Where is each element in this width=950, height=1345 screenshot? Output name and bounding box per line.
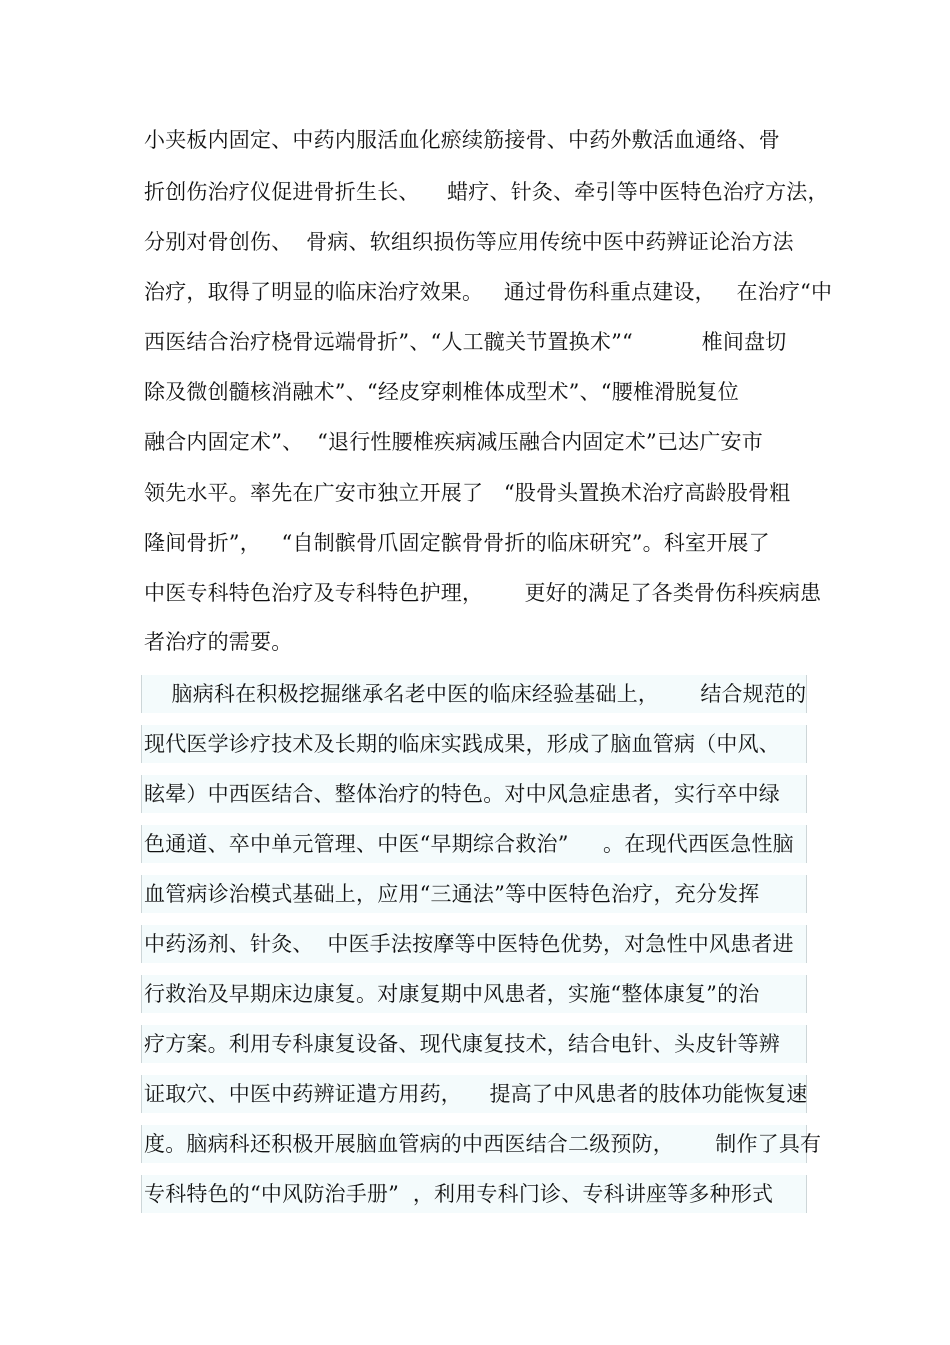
text-line: 行救治及早期床边康复。对康复期中风患者，实施“整体康复”的治 bbox=[144, 982, 760, 1006]
text-line: 中药汤剂、针灸、 中医手法按摩等中医特色优势，对急性中风患者进 bbox=[144, 932, 794, 956]
text-line: 专科特色的“中风防治手册” ，利用专科门诊、专科讲座等多种形式 bbox=[144, 1182, 774, 1206]
text-line: 领先水平。率先在广安市独立开展了 “股骨头置换术治疗高龄股骨粗 bbox=[144, 481, 791, 505]
text-line: 疗方案。利用专科康复设备、现代康复技术，结合电针、头皮针等辨 bbox=[144, 1032, 780, 1056]
text-line: 分别对骨创伤、 骨病、软组织损伤等应用传统中医中药辨证论治方法 bbox=[144, 230, 794, 254]
text-line: 脑病科在积极挖掘继承名老中医的临床经验基础上， 结合规范的 bbox=[144, 682, 807, 706]
text-line: 中医专科特色治疗及专科特色护理， 更好的满足了各类骨伤科疾病患 bbox=[144, 581, 822, 605]
text-line: 治疗，取得了明显的临床治疗效果。 通过骨伤科重点建设， 在治疗“中 bbox=[144, 280, 833, 304]
text-line: 者治疗的需要。 bbox=[144, 630, 293, 654]
text-line: 隆间骨折”， “自制髌骨爪固定髌骨骨折的临床研究”。科室开展了 bbox=[144, 531, 770, 555]
text-line: 现代医学诊疗技术及长期的临床实践成果，形成了脑血管病（中风、 bbox=[144, 732, 780, 756]
text-line: 度。脑病科还积极开展脑血管病的中西医结合二级预防， 制作了具有 bbox=[144, 1132, 822, 1156]
text-line: 色通道、卒中单元管理、中医“早期综合救治” 。在现代西医急性脑 bbox=[144, 832, 794, 856]
text-line: 眩晕）中西医结合、整体治疗的特色。对中风急症患者，实行卒中绿 bbox=[144, 782, 780, 806]
text-line: 折创伤治疗仪促进骨折生长、 蜡疗、针灸、牵引等中医特色治疗方法， bbox=[144, 180, 829, 204]
text-line: 西医结合治疗桡骨远端骨折”、“人工髋关节置换术”“ 椎间盘切 bbox=[144, 330, 787, 354]
text-line: 证取穴、中医中药辨证遣方用药， 提高了中风患者的肢体功能恢复速 bbox=[144, 1082, 808, 1106]
text-line: 融合内固定术”、 “退行性腰椎疾病减压融合内固定术”已达广安市 bbox=[144, 430, 763, 454]
text-line: 小夹板内固定、中药内服活血化瘀续筋接骨、中药外敷活血通络、骨 bbox=[144, 128, 780, 152]
text-line: 除及微创髓核消融术”、“经皮穿刺椎体成型术”、“腰椎滑脱复位 bbox=[144, 380, 739, 404]
text-line: 血管病诊治模式基础上，应用“三通法”等中医特色治疗，充分发挥 bbox=[144, 882, 760, 906]
